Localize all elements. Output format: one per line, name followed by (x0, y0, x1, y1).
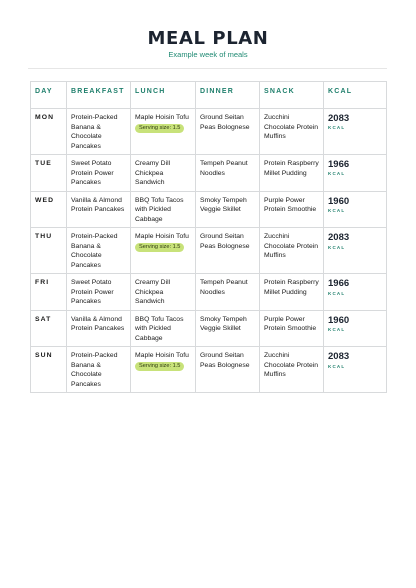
kcal-value: 1960 (328, 314, 350, 326)
kcal-unit: KCAL (328, 125, 346, 131)
breakfast-cell: Protein-Packed Banana & Chocolate Pancakes (67, 347, 131, 393)
kcal-cell (324, 310, 387, 347)
table-row (31, 191, 387, 228)
lunch-cell (131, 347, 196, 393)
serving-size-badge: Serving size: 1.5 (135, 362, 184, 371)
header-day: DAY (31, 82, 67, 109)
header-breakfast: BREAKFAST (67, 82, 131, 109)
dinner-cell: Tempeh Peanut Noodles (196, 155, 260, 192)
header-lunch: LUNCH (131, 82, 196, 109)
kcal-unit: KCAL (328, 208, 346, 213)
kcal-unit: KCAL (328, 327, 346, 333)
kcal-cell (324, 347, 387, 393)
day-cell: TUE (31, 155, 67, 192)
kcal-cell (324, 274, 387, 311)
breakfast-cell: Vanilla & Almond Protein Pancakes (67, 191, 131, 228)
kcal-cell (324, 228, 387, 274)
kcal-value: 2083 (328, 351, 350, 363)
lunch-name: Maple Hoisin Tofu (135, 114, 189, 121)
day-cell: MON (31, 109, 67, 155)
serving-size-badge: Serving size: 1.5 (135, 124, 184, 133)
kcal-unit: KCAL (328, 171, 346, 177)
snack-cell: Zucchini Chocolate Protein Muffins (260, 347, 324, 393)
lunch-cell: BBQ Tofu Tacos with Pickled Cabbage (131, 310, 196, 347)
snack-cell: Zucchini Chocolate Protein Muffins (260, 228, 324, 274)
header-dinner: DINNER (196, 82, 260, 109)
lunch-cell: Creamy Dill Chickpea Sandwich (131, 274, 196, 311)
lunch-cell: Creamy Dill Chickpea Sandwich (131, 155, 196, 192)
page-title: MEAL PLAN (147, 28, 269, 49)
table-row (31, 155, 387, 192)
day-cell: SUN (31, 347, 67, 393)
table-row (31, 109, 387, 155)
lunch-name: Maple Hoisin Tofu (135, 233, 189, 241)
snack-cell: Purple Power Protein Smoothie (260, 310, 324, 347)
day-cell: FRI (31, 274, 67, 311)
dinner-cell: Tempeh Peanut Noodles (196, 274, 260, 311)
header-snack: SNACK (260, 82, 324, 109)
table-row (31, 347, 387, 393)
kcal-unit: KCAL (328, 244, 346, 250)
breakfast-cell: Sweet Potato Protein Power Pancakes (67, 155, 131, 192)
snack-cell: Protein Raspberry Millet Pudding (260, 155, 324, 192)
kcal-value: 1966 (328, 278, 350, 290)
dinner-cell: Ground Seitan Peas Bolognese (196, 347, 260, 393)
breakfast-cell: Protein-Packed Banana & Chocolate Pancakes (67, 109, 131, 155)
dinner-cell: Ground Seitan Peas Bolognese (196, 228, 260, 274)
table-row (31, 274, 387, 311)
lunch-cell (131, 109, 196, 155)
lunch-cell: BBQ Tofu Tacos with Pickled Cabbage (131, 191, 196, 228)
kcal-cell (324, 155, 387, 192)
kcal-value: 1960 (328, 195, 350, 207)
kcal-value: 1966 (328, 159, 350, 171)
snack-cell: Zucchini Chocolate Protein Muffins (260, 109, 324, 155)
table-header-row (31, 82, 387, 109)
serving-size-badge: Serving size: 1.5 (135, 243, 184, 252)
lunch-name: Maple Hoisin Tofu (135, 352, 189, 360)
snack-cell: Purple Power Protein Smoothie (260, 191, 324, 228)
breakfast-cell: Protein-Packed Banana & Chocolate Pancakes (67, 228, 131, 274)
day-cell: THU (31, 228, 67, 274)
breakfast-cell: Sweet Potato Protein Power Pancakes (67, 274, 131, 311)
kcal-unit: KCAL (328, 363, 346, 369)
kcal-unit: KCAL (328, 290, 346, 296)
header-divider (28, 68, 387, 69)
meal-plan-table (30, 81, 387, 393)
page-subtitle: Example week of meals (168, 50, 248, 59)
day-cell: WED (31, 191, 67, 228)
kcal-cell (324, 191, 387, 228)
breakfast-cell: Vanilla & Almond Protein Pancakes (67, 310, 131, 347)
header-kcal: KCAL (324, 82, 387, 109)
day-cell: SAT (31, 310, 67, 347)
dinner-cell: Ground Seitan Peas Bolognese (196, 109, 260, 155)
kcal-cell (324, 109, 387, 155)
table-row (31, 310, 387, 347)
dinner-cell: Smoky Tempeh Veggie Skillet (196, 310, 260, 347)
snack-cell: Protein Raspberry Millet Pudding (260, 274, 324, 311)
table-row (31, 228, 387, 274)
kcal-value: 2083 (328, 113, 350, 124)
kcal-value: 2083 (328, 232, 350, 244)
lunch-cell (131, 228, 196, 274)
dinner-cell: Smoky Tempeh Veggie Skillet (196, 191, 260, 228)
